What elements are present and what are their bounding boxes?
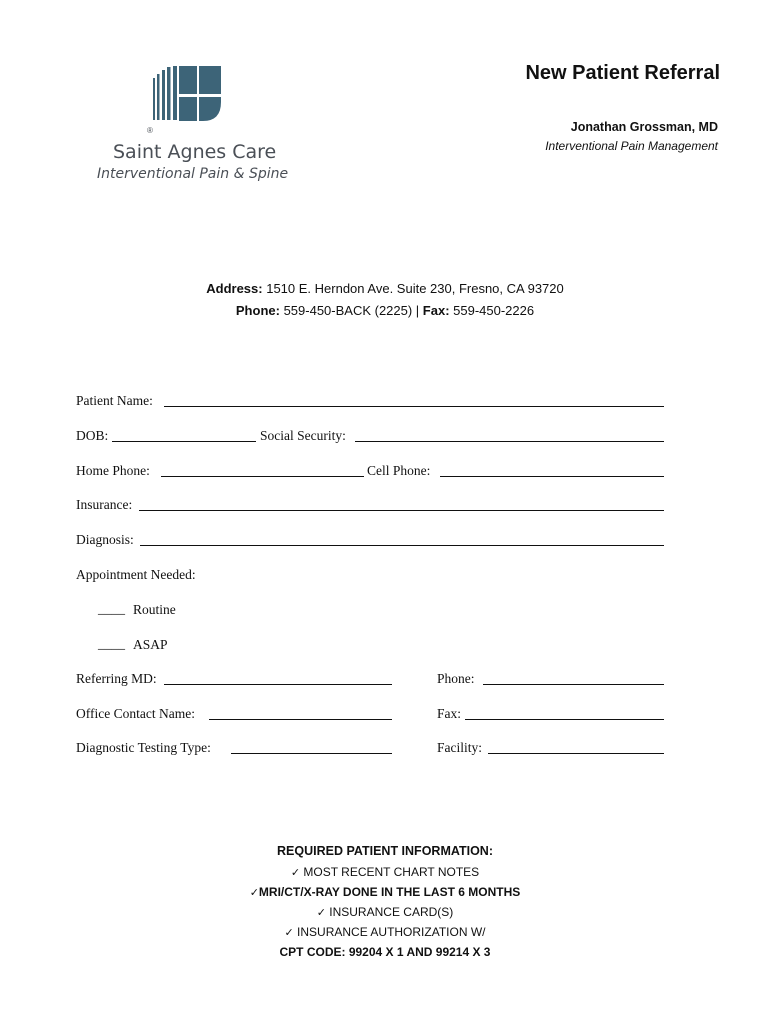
doctor-name: Jonathan Grossman, MD bbox=[570, 120, 718, 134]
logo-mark-icon bbox=[153, 66, 223, 132]
address-line bbox=[0, 281, 770, 296]
address-value: 1510 E. Herndon Ave. Suite 230, Fresno, CA 93720 bbox=[262, 281, 564, 296]
check-icon: ✓ bbox=[316, 906, 326, 919]
fax-field-label: Fax: bbox=[437, 706, 462, 721]
insurance-field[interactable] bbox=[139, 510, 664, 511]
insurance-label: Insurance: bbox=[76, 497, 133, 512]
fax-field[interactable] bbox=[465, 719, 664, 720]
referring-md-label: Referring MD: bbox=[76, 671, 157, 686]
cpt-code: CPT CODE: 99204 X 1 AND 99214 X 3 bbox=[279, 945, 491, 959]
required-item-label: INSURANCE CARD(S) bbox=[329, 905, 454, 919]
check-icon: ✓ bbox=[284, 926, 294, 939]
referring-phone-field[interactable] bbox=[483, 684, 664, 685]
dob-label: DOB: bbox=[76, 428, 109, 443]
required-item-label: MOST RECENT CHART NOTES bbox=[303, 865, 480, 879]
phone-value: 559-450-BACK (2225) | bbox=[279, 303, 423, 318]
ssn-label: Social Security: bbox=[260, 428, 346, 443]
home-phone-label: Home Phone: bbox=[76, 463, 150, 478]
ssn-field[interactable] bbox=[355, 441, 664, 442]
check-icon: ✓ bbox=[290, 866, 301, 879]
registered-mark: ® bbox=[147, 126, 153, 135]
phone-label: Phone: bbox=[235, 303, 280, 318]
diagnostic-testing-label: Diagnostic Testing Type: bbox=[76, 740, 211, 755]
patient-name-label: Patient Name: bbox=[76, 393, 153, 408]
diagnosis-label: Diagnosis: bbox=[76, 532, 134, 547]
fax-value: 559-450-2226 bbox=[449, 303, 535, 318]
phone-fax-line bbox=[0, 303, 770, 318]
referring-phone-label: Phone: bbox=[437, 671, 475, 686]
required-item-chart-notes bbox=[0, 865, 770, 879]
asap-checkbox[interactable]: ____ bbox=[98, 636, 125, 651]
address-label: Address: bbox=[206, 281, 263, 296]
home-phone-field[interactable] bbox=[161, 476, 364, 477]
logo-name: Saint Agnes Care bbox=[113, 141, 277, 163]
required-item-label: INSURANCE AUTHORIZATION W/ bbox=[297, 925, 486, 939]
logo-tagline: Interventional Pain & Spine bbox=[97, 166, 289, 182]
patient-name-field[interactable] bbox=[164, 406, 664, 407]
specialty: Interventional Pain Management bbox=[545, 139, 718, 153]
routine-checkbox[interactable]: ____ bbox=[98, 601, 125, 616]
appointment-needed-label: Appointment Needed: bbox=[76, 567, 196, 582]
facility-label: Facility: bbox=[437, 740, 482, 755]
check-icon: ✓ bbox=[249, 886, 259, 899]
fax-label: Fax: bbox=[422, 303, 450, 318]
facility-field[interactable] bbox=[488, 753, 664, 754]
diagnosis-field[interactable] bbox=[140, 545, 664, 546]
diagnostic-testing-field[interactable] bbox=[231, 753, 392, 754]
required-item-insurance-card bbox=[0, 905, 770, 919]
office-contact-label: Office Contact Name: bbox=[76, 706, 195, 721]
required-item-imaging bbox=[0, 885, 770, 899]
required-item-label: MRI/CT/X-RAY DONE IN THE LAST 6 MONTHS bbox=[258, 885, 521, 899]
asap-label: ASAP bbox=[133, 637, 168, 652]
routine-label: Routine bbox=[133, 602, 176, 617]
cell-phone-label: Cell Phone: bbox=[367, 463, 431, 478]
required-item-authorization bbox=[0, 925, 770, 939]
required-heading: REQUIRED PATIENT INFORMATION: bbox=[277, 844, 493, 858]
cell-phone-field[interactable] bbox=[440, 476, 664, 477]
referring-md-field[interactable] bbox=[164, 684, 392, 685]
page-title: New Patient Referral bbox=[525, 62, 720, 84]
office-contact-field[interactable] bbox=[209, 719, 392, 720]
dob-field[interactable] bbox=[112, 441, 256, 442]
